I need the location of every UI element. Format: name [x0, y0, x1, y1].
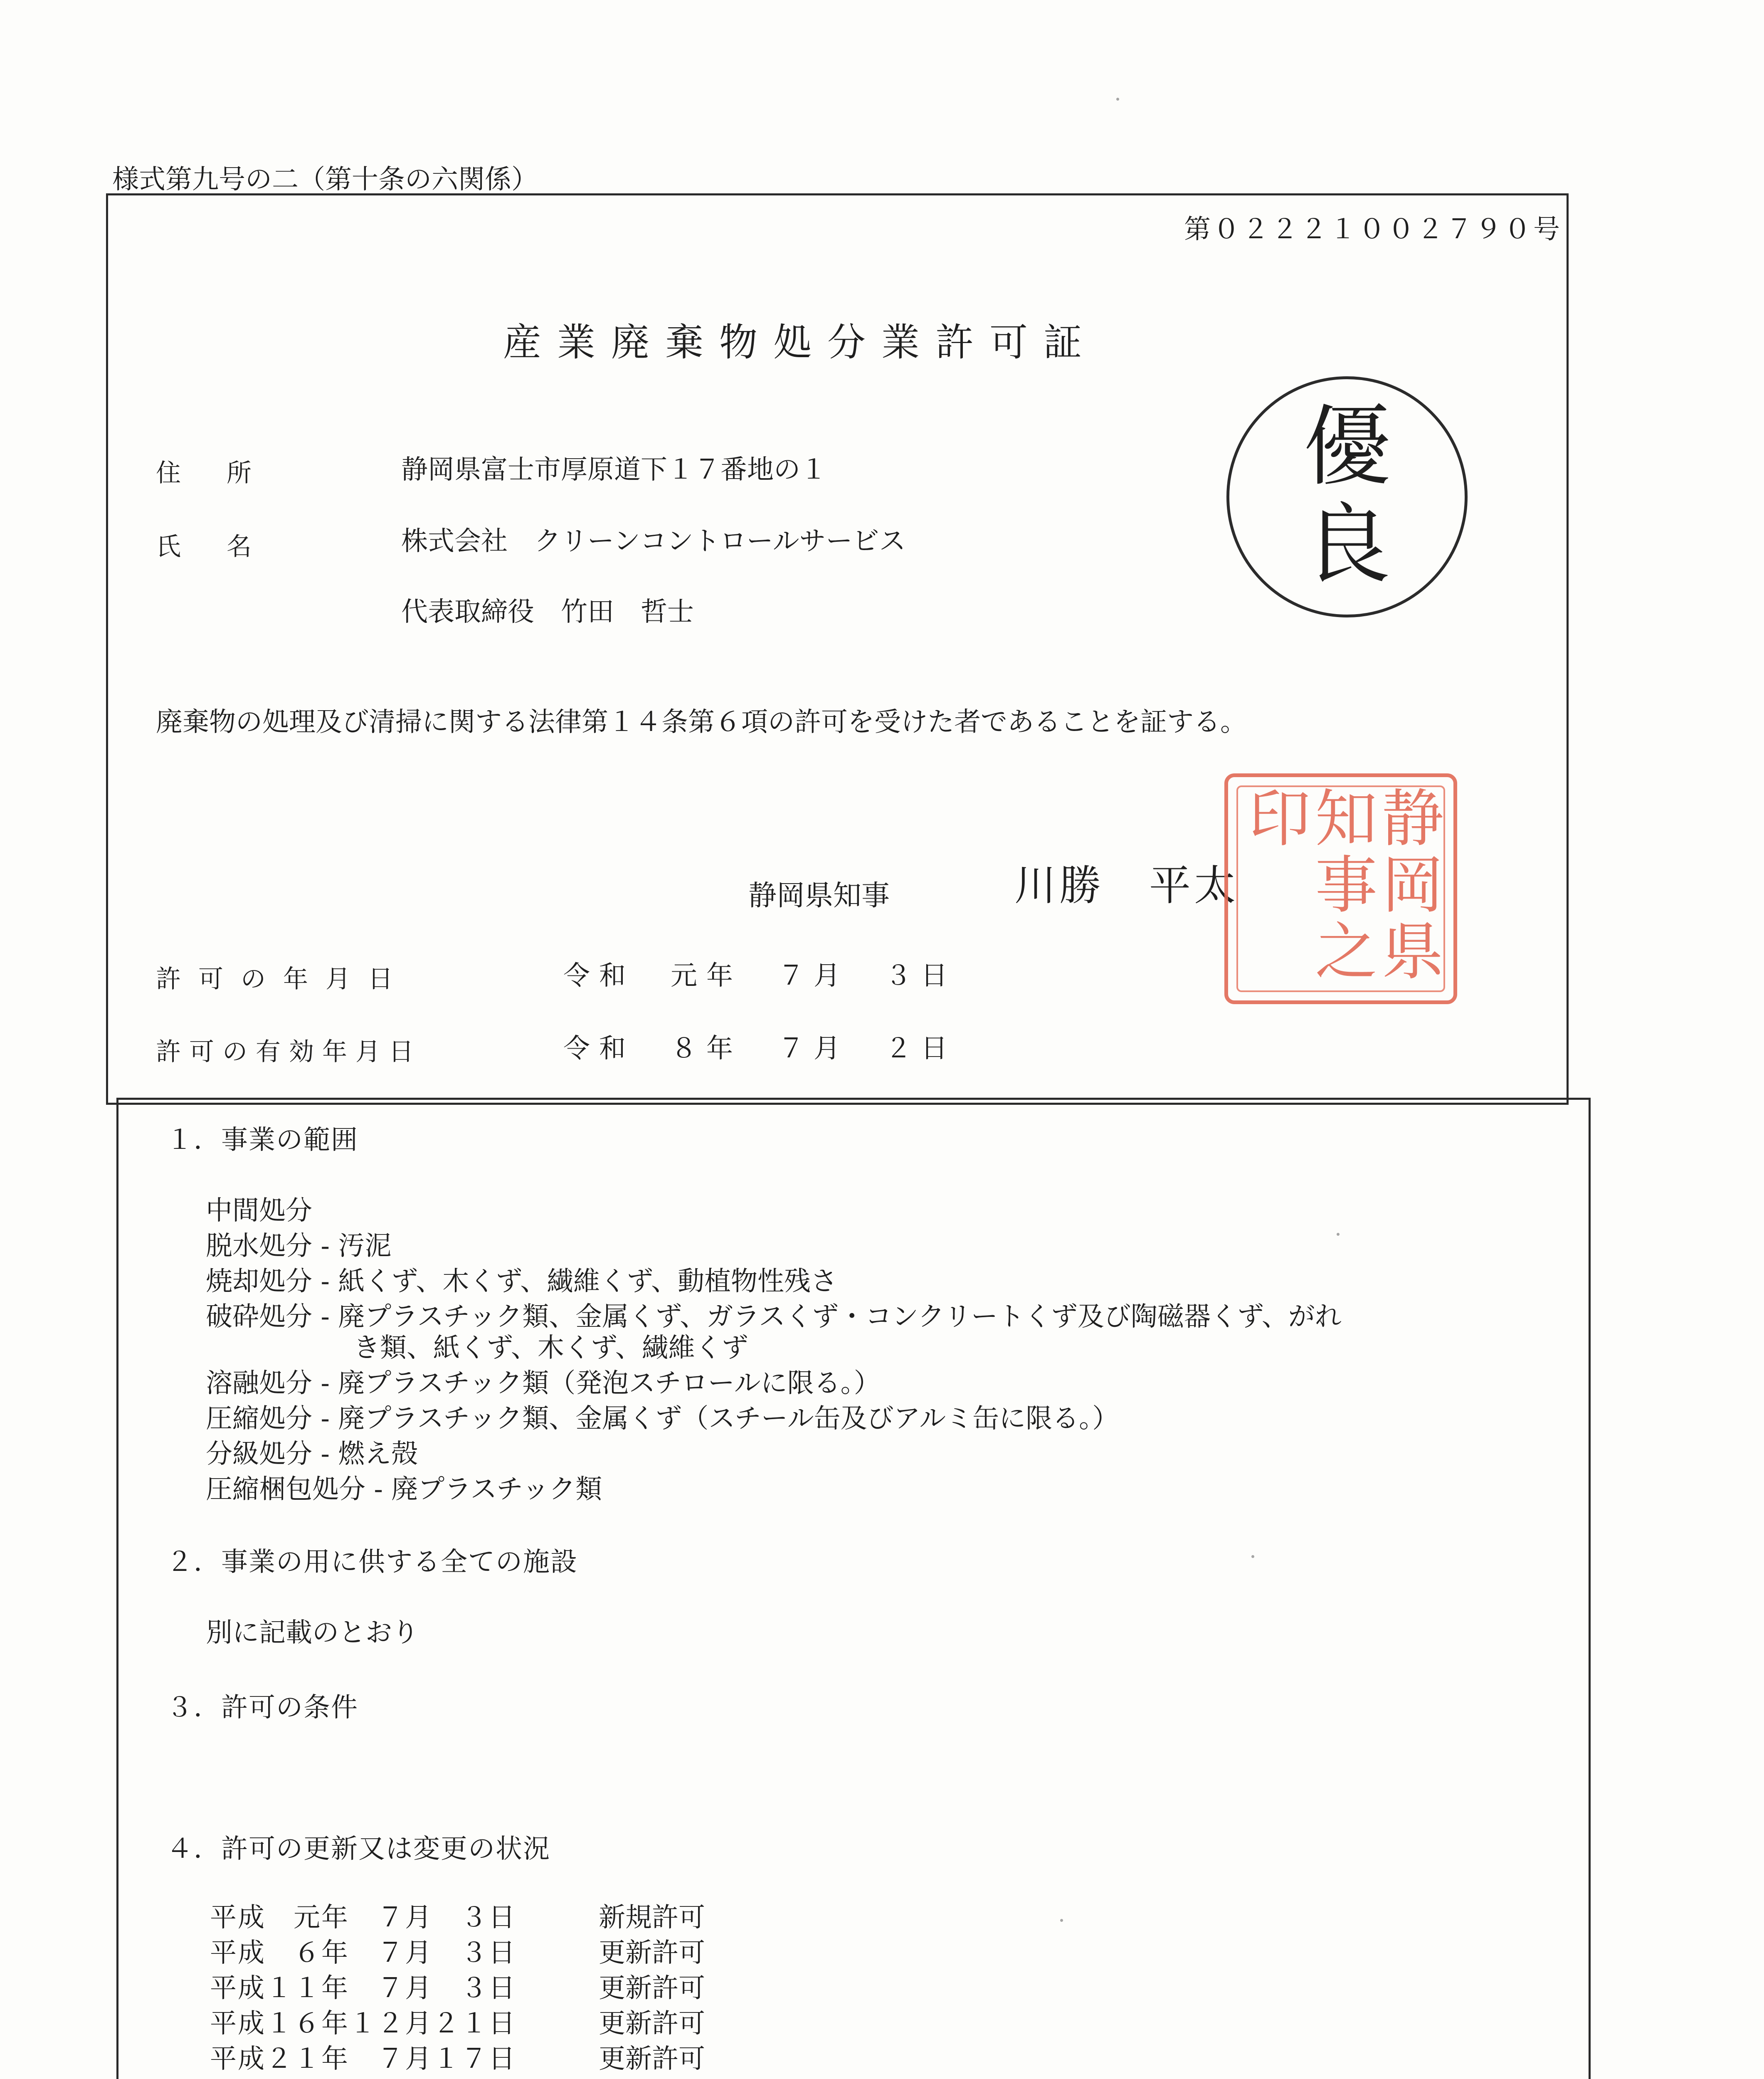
section-history-heading: ４．許可の更新又は変更の状況: [166, 1834, 550, 1864]
scope-line: 破砕処分 - 廃プラスチック類、金属くず、ガラスくず・コンクリートくず及び陶磁器くず、がれ: [206, 1301, 1342, 1332]
address-value: 静岡県富士市厚原道下１７番地の１: [401, 454, 827, 485]
address-label: 住所: [156, 459, 297, 488]
permit-date-value: 令和 元年 ７月 ３日: [563, 960, 957, 991]
scope-line: 中間処分: [206, 1195, 312, 1226]
section-facilities-heading: ２．事業の用に供する全ての施設: [166, 1547, 578, 1578]
excellence-stamp: [1226, 376, 1468, 617]
history-date: 平成 ６年 ７月 ３日: [210, 1938, 516, 1968]
name-label: 氏名: [156, 532, 297, 561]
document-title: 産業廃棄物処分業許可証: [503, 320, 1098, 365]
permit-number: 第０２２２１００２７９０号: [1184, 214, 1562, 245]
scan-speck: [1337, 1233, 1340, 1236]
permit-date-label: 許可の年月日: [156, 965, 410, 994]
scan-speck: [1251, 1555, 1254, 1558]
history-description: 更新許可: [599, 2044, 705, 2074]
scope-line: 圧縮梱包処分 - 廃プラスチック類: [206, 1474, 602, 1505]
valid-until-value: 令和 ８年 ７月 ２日: [563, 1033, 957, 1064]
company-name: 株式会社 クリーンコントロールサービス: [401, 526, 906, 557]
scope-line: 脱水処分 - 汚泥: [206, 1231, 392, 1262]
official-seal-text: 静岡県知事之印: [1238, 785, 1443, 985]
history-date: 平成１１年 ７月 ３日: [210, 1973, 516, 2004]
history-date: 平成 元年 ７月 ３日: [210, 1902, 516, 1933]
representative-name: 代表取締役 竹田 哲士: [401, 597, 694, 627]
excellence-stamp-text: 優良: [1303, 396, 1391, 595]
facilities-note: 別に記載のとおり: [206, 1617, 419, 1648]
issuer-name: 川勝 平太: [1014, 861, 1239, 910]
scope-line: 分級処分 - 燃え殻: [206, 1439, 418, 1469]
scope-line: 溶融処分 - 廃プラスチック類（発泡スチロールに限る。）: [206, 1368, 881, 1399]
history-description: 更新許可: [599, 1938, 705, 1968]
form-note: 様式第九号の二（第十条の六関係）: [112, 164, 538, 195]
scan-speck: [1060, 1919, 1063, 1922]
certification-text: 廃棄物の処理及び清掃に関する法律第１４条第６項の許可を受けた者であることを証する。: [156, 707, 1247, 738]
scope-line-continuation: き類、紙くず、木くず、繊維くず: [353, 1333, 748, 1363]
official-seal: [1224, 773, 1457, 1004]
history-description: 新規許可: [599, 1902, 705, 1933]
history-description: 更新許可: [599, 1973, 705, 2004]
history-description: 更新許可: [599, 2008, 705, 2039]
scan-speck: [1116, 98, 1119, 101]
history-date: 平成１６年１２月２１日: [210, 2008, 516, 2039]
scope-line: 焼却処分 - 紙くず、木くず、繊維くず、動植物性残さ: [206, 1266, 837, 1297]
issuer-title: 静岡県知事: [748, 879, 890, 912]
scope-line: 圧縮処分 - 廃プラスチック類、金属くず（スチール缶及びアルミ缶に限る。）: [206, 1403, 1119, 1434]
section-business-scope-heading: １．事業の範囲: [166, 1125, 358, 1156]
section-conditions-heading: ３．許可の条件: [166, 1692, 358, 1723]
history-date: 平成２１年 ７月１７日: [210, 2044, 516, 2074]
valid-until-label: 許可の有効年月日: [156, 1037, 422, 1067]
